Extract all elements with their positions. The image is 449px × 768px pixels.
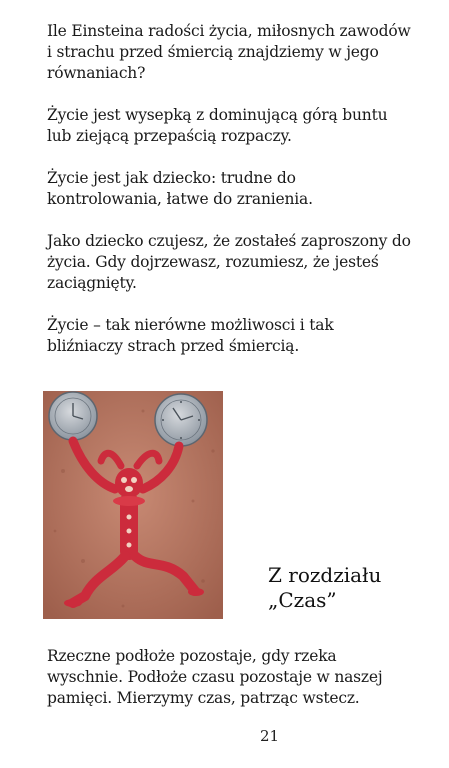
page-number: 21 (259, 727, 280, 745)
clown-clocks-illustration (43, 391, 223, 619)
chapter-heading (268, 563, 381, 613)
chapter-heading-line1: Z rozdziału (268, 563, 382, 587)
right-clock-icon (155, 394, 207, 446)
chapter-heading-line2: „Czas” (268, 588, 337, 612)
left-clock-icon (49, 392, 97, 440)
paragraph-riverbed: Rzeczne podłoże pozostaje, gdy rzeka wyschnie. Podłoże czasu pozostaje w naszej pamięci. Mierzymy czas, patrząc wstecz. (47, 647, 383, 707)
paragraph-island: Życie jest wysepką z dominującą górą buntu lub ziejącą przepaścią rozpaczy. (47, 106, 388, 145)
paragraph-opportunities: Życie – tak nierówne możliwosci i tak bliźniaczy strach przed śmiercią. (47, 316, 334, 355)
paragraph-einstein: Ile Einsteina radości życia, miłosnych zawodów i strachu przed śmiercią znajdziemy w jego równaniach? (47, 22, 411, 82)
paragraph-child: Życie jest jak dziecko: trudne do kontrolowania, łatwe do zranienia. (47, 169, 313, 208)
paragraph-invited: Jako dziecko czujesz, że zostałeś zaproszony do życia. Gdy dojrzewasz, rozumiesz, że jesteś zaciągnięty. (47, 232, 411, 292)
